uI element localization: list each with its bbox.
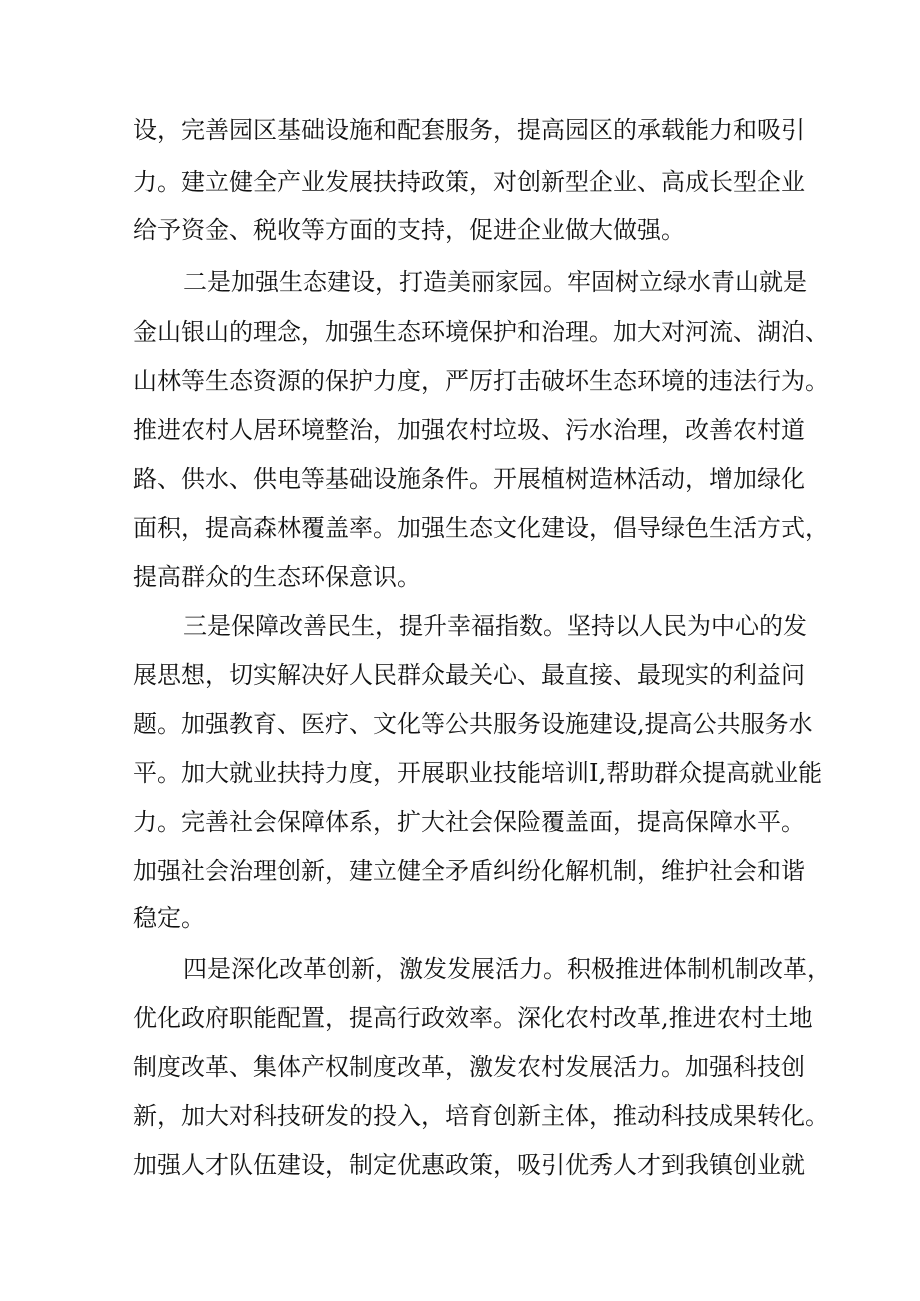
paragraph-start-line: 四是深化改革创新，激发发展活力。积极推进体制机制改革， bbox=[183, 955, 831, 983]
text-line: 力。建立健全产业发展扶持政策，对创新型企业、高成长型企业 bbox=[133, 168, 805, 196]
text-line: 优化政府职能配置，提高行政效率。深化农村改革,推进农村土地 bbox=[133, 1004, 813, 1032]
text-line: 展思想，切实解决好人民群众最关心、最直接、最现实的利益问 bbox=[133, 661, 805, 689]
text-line: 山林等生态资源的保护力度，严厉打击破坏生态环境的违法行为。 bbox=[133, 367, 829, 395]
text-line: 加强人才队伍建设，制定优惠政策，吸引优秀人才到我镇创业就 bbox=[133, 1151, 805, 1179]
text-line: 给予资金、税收等方面的支持，促进企业做大做强。 bbox=[133, 216, 685, 244]
text-line: 制度改革、集体产权制度改革，激发农村发展活力。加强科技创 bbox=[133, 1053, 805, 1081]
text-line: 提高群众的生态环保意识。 bbox=[133, 563, 421, 591]
text-line: 路、供水、供电等基础设施条件。开展植树造林活动，增加绿化 bbox=[133, 465, 805, 493]
text-line: 金山银山的理念，加强生态环境保护和治理。加大对河流、湖泊、 bbox=[133, 318, 829, 346]
text-line: 稳定。 bbox=[133, 904, 205, 932]
text-line: 设，完善园区基础设施和配套服务，提高园区的承载能力和吸引 bbox=[133, 116, 805, 144]
text-line: 面积，提高森林覆盖率。加强生态文化建设，倡导绿色生活方式， bbox=[133, 514, 829, 542]
text-line: 新，加大对科技研发的投入，培育创新主体，推动科技成果转化。 bbox=[133, 1102, 829, 1130]
text-line: 力。完善社会保障体系，扩大社会保险覆盖面，提高保障水平。 bbox=[133, 808, 805, 836]
text-line: 题。加强教育、医疗、文化等公共服务设施建设,提高公共服务水 bbox=[133, 710, 813, 738]
paragraph-start-line: 二是加强生态建设，打造美丽家园。牢固树立绿水青山就是 bbox=[183, 268, 807, 296]
text-line: 平。加大就业扶持力度，开展职业技能培训I,帮助群众提高就业能 bbox=[133, 759, 823, 787]
text-line: 加强社会治理创新，建立健全矛盾纠纷化解机制，维护社会和谐 bbox=[133, 857, 805, 885]
text-line: 推进农村人居环境整治，加强农村垃圾、污水治理，改善农村道 bbox=[133, 416, 805, 444]
paragraph-start-line: 三是保障改善民生，提升幸福指数。坚持以人民为中心的发 bbox=[183, 612, 807, 640]
